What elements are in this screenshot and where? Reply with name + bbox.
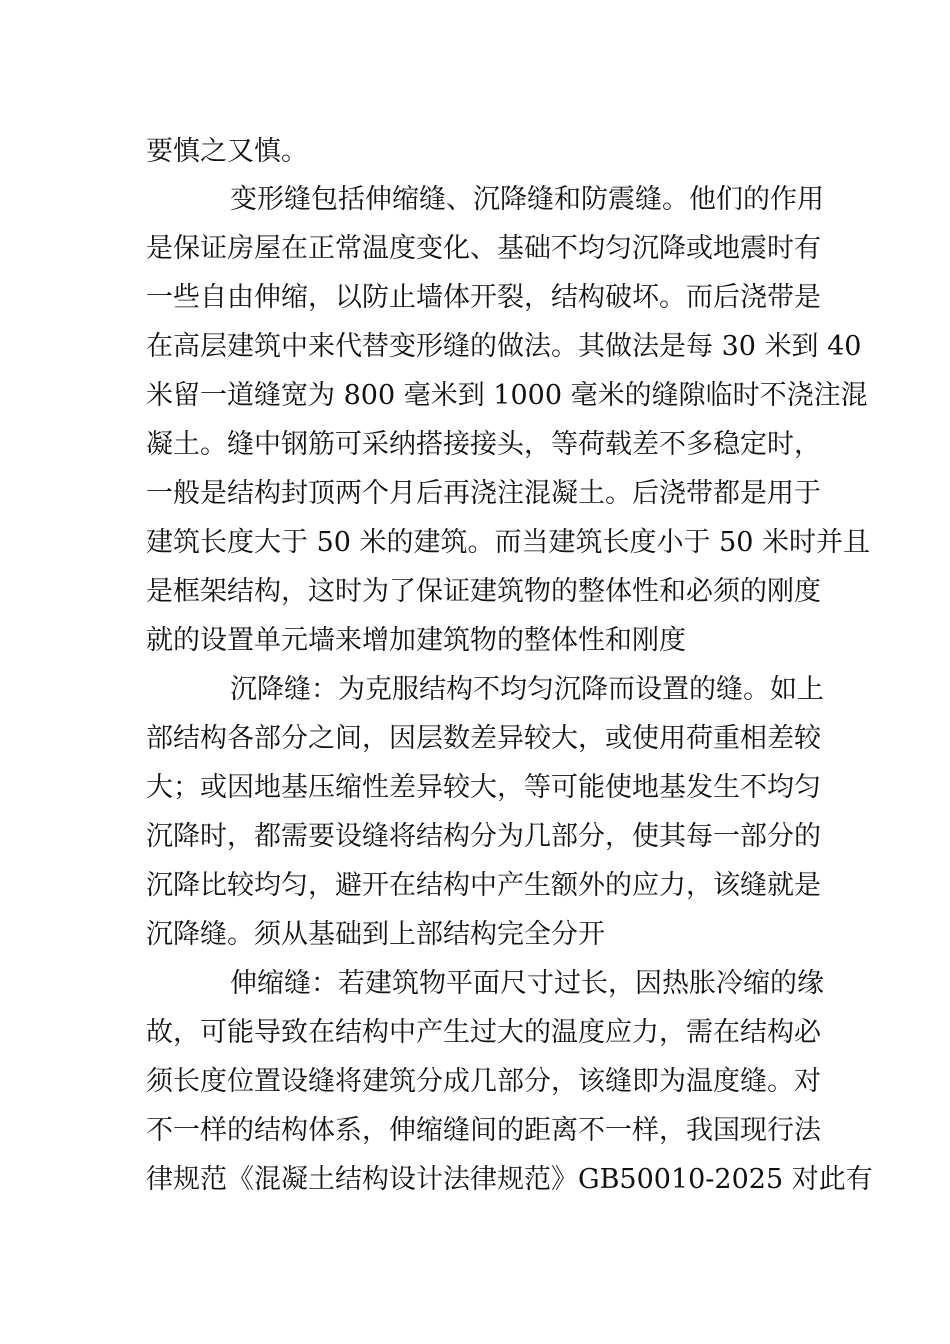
text-line: 一般是结构封顶两个月后再浇注混凝土。后浇带都是用于 (146, 478, 821, 509)
text-line: 凝土。缝中钢筋可采纳搭接接头，等荷载差不多稳定时， (146, 429, 821, 460)
text-line: 沉降缝。须从基础到上部结构完全分开 (146, 919, 605, 950)
text-line: 建筑长度大于 50 米的建筑。而当建筑长度小于 50 米时并且 (146, 527, 871, 558)
text-line: 要慎之又慎。 (146, 136, 308, 167)
text-line: 是框架结构，这时为了保证建筑物的整体性和必须的刚度 (146, 576, 821, 607)
text-line: 一些自由伸缩，以防止墙体开裂，结构破坏。而后浇带是 (146, 282, 821, 313)
paragraph-first-line: 变形缝包括伸缩缝、沉降缝和防震缝。他们的作用 (230, 184, 824, 215)
text-line: 须长度位置设缝将建筑分成几部分，该缝即为温度缝。对 (146, 1066, 821, 1097)
text-line: 大；或因地基压缩性差异较大，等可能使地基发生不均匀 (146, 772, 821, 803)
text-line: 在高层建筑中来代替变形缝的做法。其做法是每 30 米到 40 (146, 331, 862, 362)
text-line: 是保证房屋在正常温度变化、基础不均匀沉降或地震时有 (146, 233, 821, 264)
text-line: 就的设置单元墙来增加建筑物的整体性和刚度 (146, 625, 686, 656)
text-line: 故，可能导致在结构中产生过大的温度应力，需在结构必 (146, 1017, 821, 1048)
text-line: 沉降比较均匀，避开在结构中产生额外的应力，该缝就是 (146, 870, 821, 901)
text-line: 律规范《混凝土结构设计法律规范》GB50010-2025 对此有 (146, 1164, 873, 1195)
text-line: 不一样的结构体系，伸缩缝间的距离不一样，我国现行法 (146, 1115, 821, 1146)
paragraph-first-line: 伸缩缝：若建筑物平面尺寸过长，因热胀冷缩的缘 (230, 968, 824, 999)
text-line: 米留一道缝宽为 800 毫米到 1000 毫米的缝隙临时不浇注混 (146, 380, 868, 411)
text-line: 沉降时，都需要设缝将结构分为几部分，使其每一部分的 (146, 821, 821, 852)
paragraph-first-line: 沉降缝：为克服结构不均匀沉降而设置的缝。如上 (230, 674, 824, 705)
text-line: 部结构各部分之间，因层数差异较大，或使用荷重相差较 (146, 723, 821, 754)
